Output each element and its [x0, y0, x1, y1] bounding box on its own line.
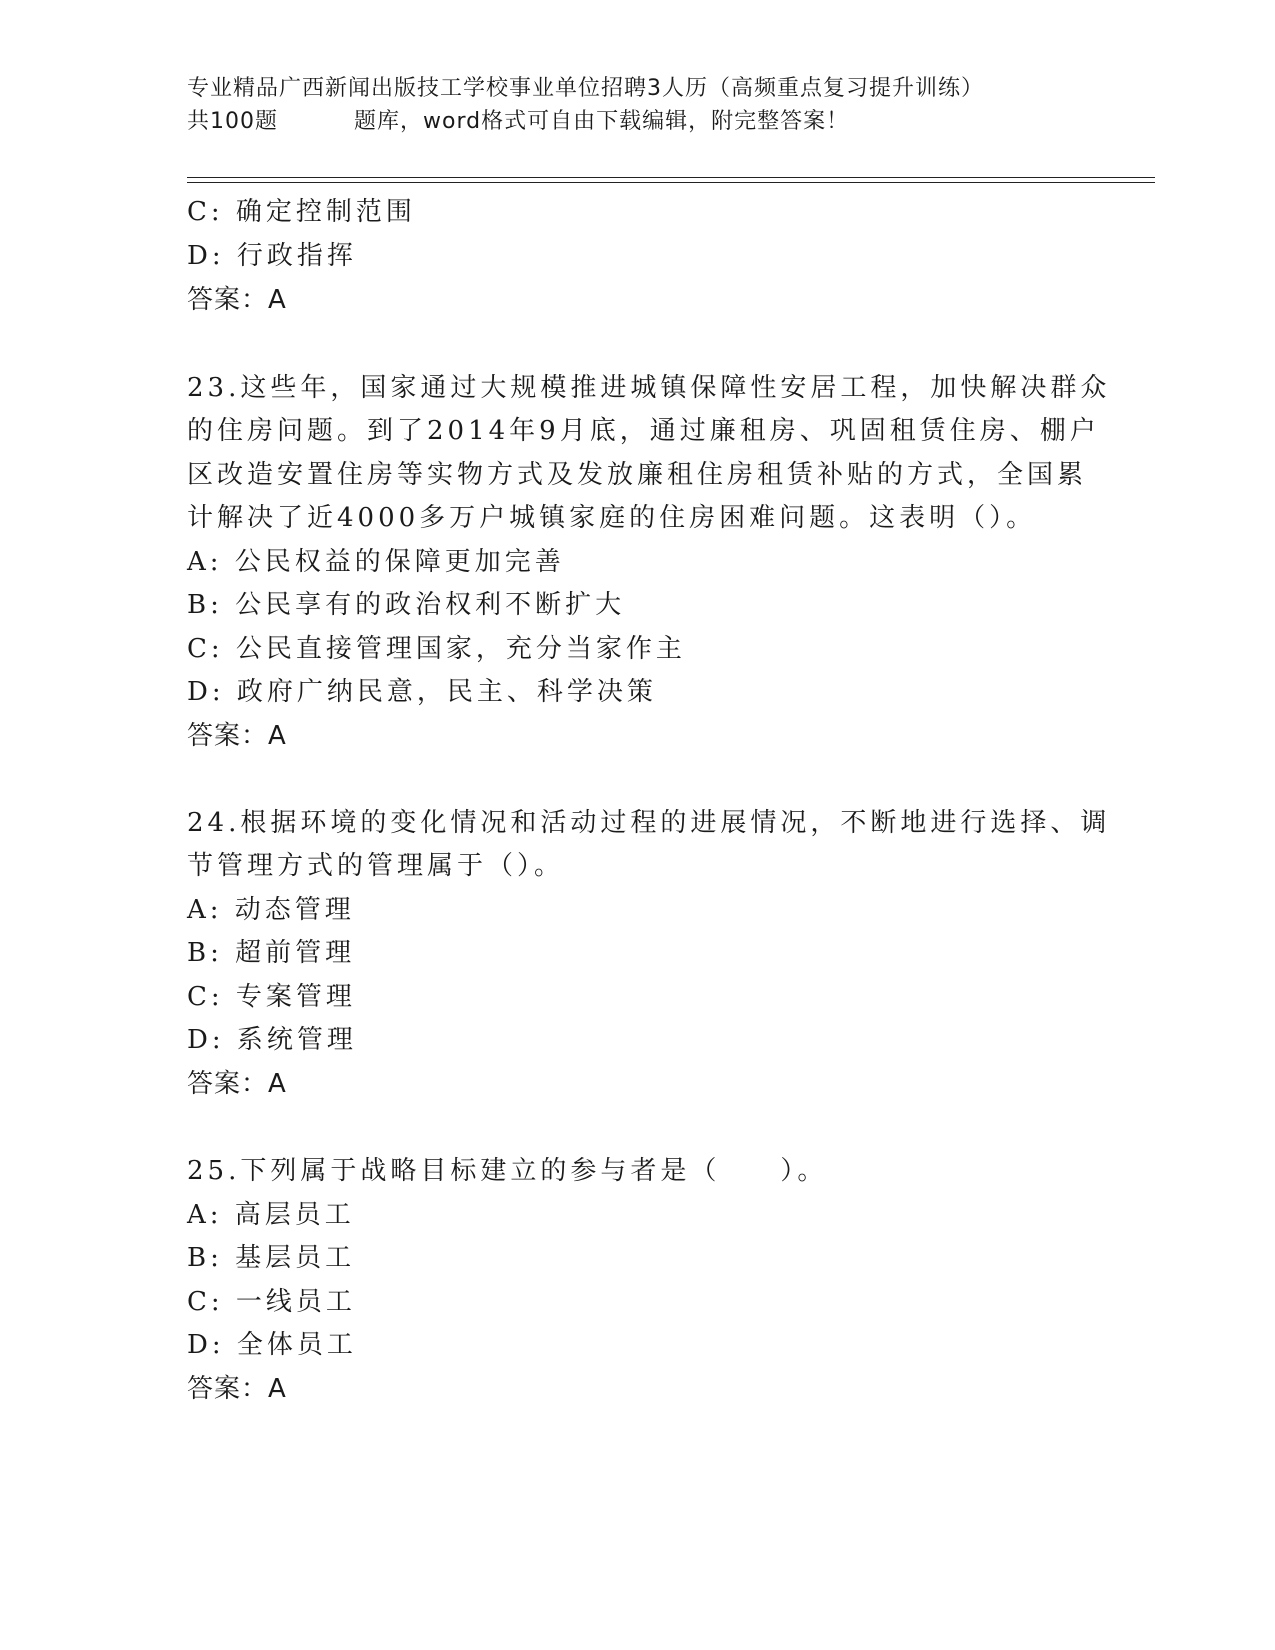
question-24-option-c: C: 专案管理 — [187, 982, 356, 1012]
header-title-line: 专业精品广西新闻出版技工学校事业单位招聘3人历（高频重点复习提升训练） — [187, 76, 984, 101]
document-header — [187, 72, 1087, 138]
question-25-option-b: B: 基层员工 — [187, 1243, 356, 1273]
question-24-option-b: B: 超前管理 — [187, 938, 356, 968]
question-23-answer: 答案：A — [187, 721, 287, 751]
question-23-stem-line-2: 的住房问题。到了2014年9月底，通过廉租房、巩固租赁住房、棚户 — [187, 416, 1100, 446]
header-divider-top — [187, 177, 1155, 178]
header-description: 题库，word格式可自由下载编辑，附完整答案！ — [354, 109, 850, 134]
question-24-stem-line-2: 节管理方式的管理属于（）。 — [187, 851, 565, 881]
header-subtitle-line — [187, 105, 1087, 138]
question-25-stem-line-1: 25.下列属于战略目标建立的参与者是（ ）。 — [187, 1156, 828, 1186]
question-23-stem-line-4: 计解决了近4000多万户城镇家庭的住房困难问题。这表明（）。 — [187, 503, 1037, 533]
question-23-stem-line-3: 区改造安置住房等实物方式及发放廉租住房租赁补贴的方式，全国累 — [187, 460, 1088, 490]
question-23-option-b: B: 公民享有的政治权利不断扩大 — [187, 590, 626, 620]
option-d: D: 行政指挥 — [187, 241, 357, 271]
question-24-answer: 答案：A — [187, 1069, 287, 1099]
question-25-answer: 答案：A — [187, 1374, 287, 1404]
header-question-count: 共100题 — [187, 109, 278, 134]
answer-line: 答案：A — [187, 285, 287, 315]
question-23-stem-line-1: 23.这些年，国家通过大规模推进城镇保障性安居工程，加快解决群众 — [187, 373, 1111, 403]
question-25-option-c: C: 一线员工 — [187, 1287, 356, 1317]
question-25-option-d: D: 全体员工 — [187, 1330, 357, 1360]
question-23-option-d: D: 政府广纳民意，民主、科学决策 — [187, 677, 657, 707]
question-23-option-c: C: 公民直接管理国家，充分当家作主 — [187, 634, 686, 664]
question-23-option-a: A: 公民权益的保障更加完善 — [187, 547, 565, 577]
option-c: C: 确定控制范围 — [187, 197, 416, 227]
question-24-option-d: D: 系统管理 — [187, 1025, 357, 1055]
question-24-option-a: A: 动态管理 — [187, 895, 355, 925]
question-25-option-a: A: 高层员工 — [187, 1200, 355, 1230]
question-24-stem-line-1: 24.根据环境的变化情况和活动过程的进展情况，不断地进行选择、调 — [187, 808, 1111, 838]
header-divider-bottom — [187, 182, 1155, 183]
